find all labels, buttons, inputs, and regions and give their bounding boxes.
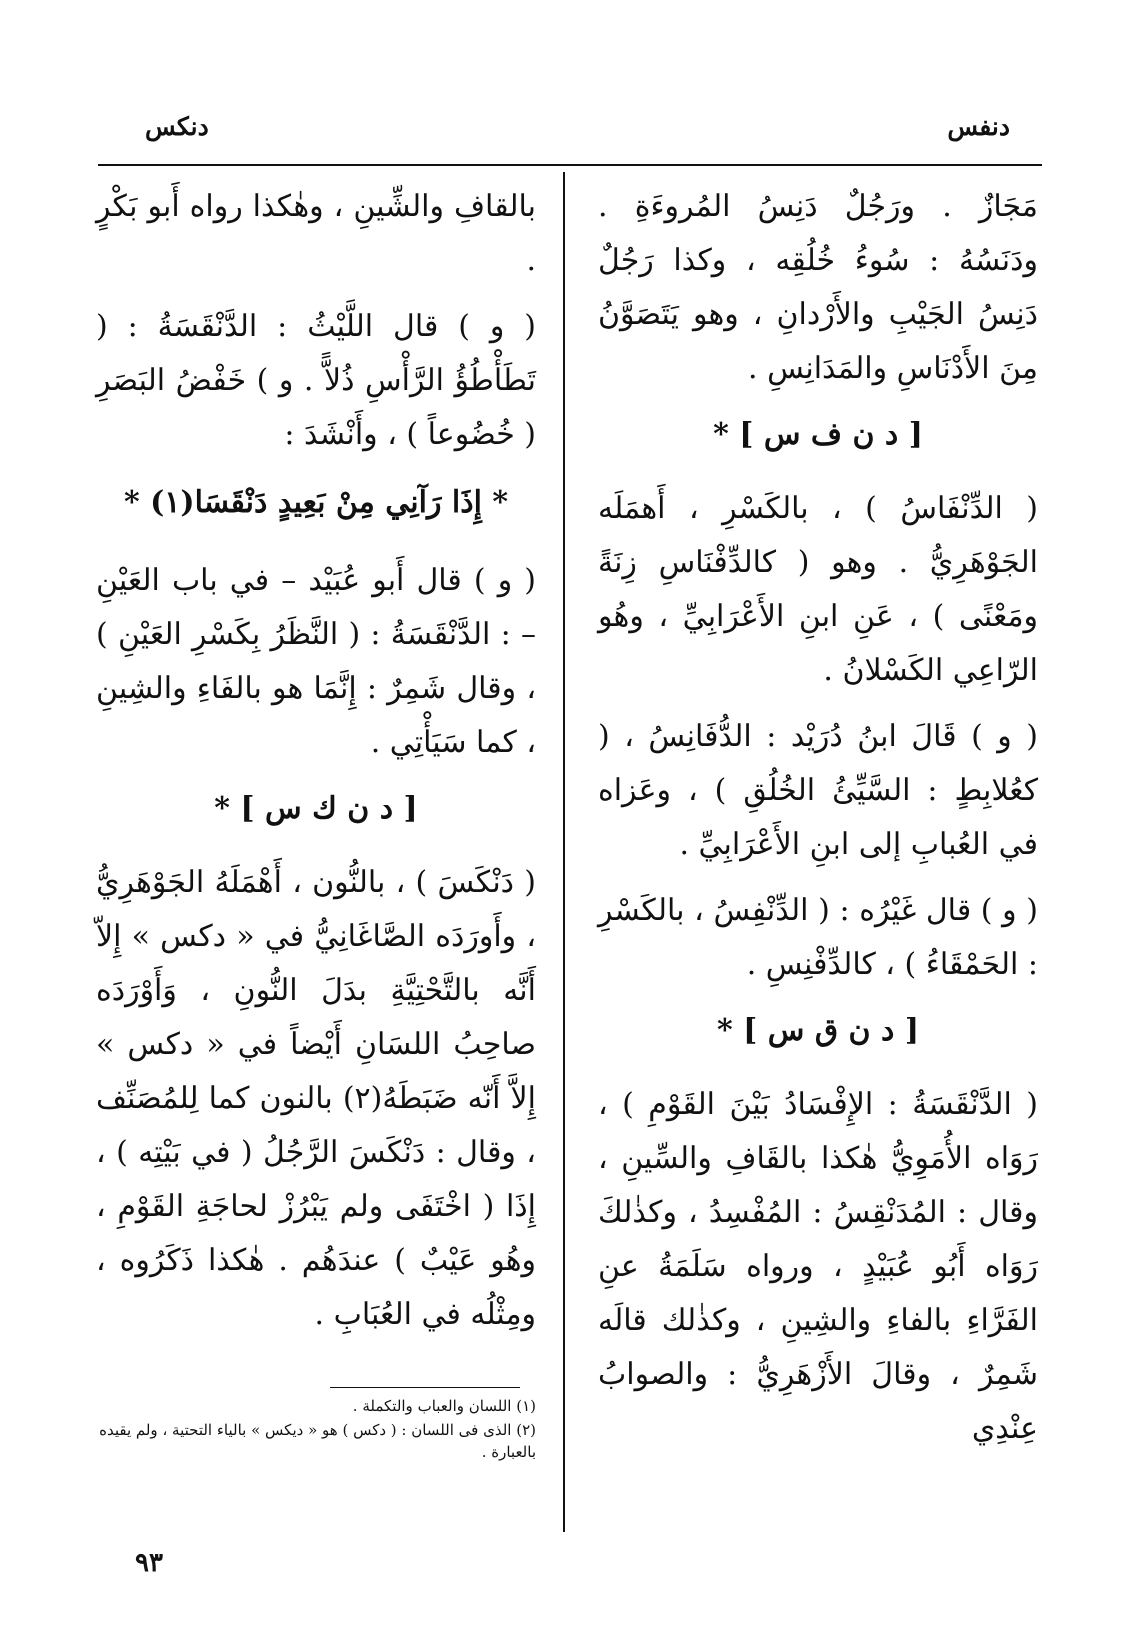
footnote: (٢) الذى فى اللسان : ( دكس ) هو « ديكس » بالياء التحتية ، ولم يقيده بالعبارة . (99, 1421, 536, 1461)
running-header (95, 112, 1050, 152)
header-rule (98, 164, 1042, 166)
left-column (96, 180, 536, 1354)
column-divider (563, 172, 565, 1532)
paragraph: مَجَازٌ . ورَجُلٌ دَنِسُ المُروءَةِ . ودَنَسُهُ : سُوءُ خُلُقِه ، وكذا رَجُلٌ دَنِسُ الجَيْبِ والأَرْدانِ ، وهو يَتَصَوَّنُ مِنَ الأَدْنَاسِ والمَدَانِسِ . (598, 189, 1038, 386)
paragraph: ( دَنْكَسَ ) ، بالنُّون ، أَهْمَلَهُ الجَوْهَرِيُّ ، وأَورَدَه الصَّاغَانِيُّ في « دكس » إِلاّ أَنَّه بالتَّحْتِيَّةِ بدَلَ النُّونِ ، وَأَوْرَدَه صاحِبُ اللسَانِ أَيْضاً في « دكس » إِلاَّ أَنّه ضَبَطَهُ(٢) بالنون كما لِلمُصَنِّف ، وقال : دَنْكَسَ الرَّجُلُ ( في بَيْتِه ) ، إِذَا ( اخْتَفَى ولم يَبْرُزْ لحاجَةِ القَوْمِ ، وهُو عَيْبٌ ) عندَهُم . هٰكذا ذَكَرُوه ، ومِثْلُه في العُبَابِ . (96, 865, 536, 1332)
paragraph: ( و ) قَالَ ابنُ دُرَيْد : الدُّفَانِسُ ، ( كعُلابِطٍ : السَّيِّئُ الخُلُقِ ) ، وعَزاه في العُبابِ إلى ابنِ الأَعْرَابِيِّ . (598, 719, 1038, 862)
footnote-rule (330, 1387, 520, 1388)
paragraph: ( و ) قال اللَّيْثُ : الدَّنْقَسَةُ : ( تَطَأْطُؤُ الرَّأْسِ ذُلاًّ . و ) خَفْضُ البَصَرِ ( خُضُوعاً ) ، وأَنْشَدَ : (96, 309, 536, 452)
header-right-word: دنفس (947, 112, 1010, 141)
paragraph: بالقافِ والشِّينِ ، وهٰكذا رواه أَبو بَكْرٍ . (96, 189, 536, 278)
page-number: ٩٣ (135, 1548, 163, 1578)
paragraph: ( الدِّنْفَاسُ ) ، بالكَسْرِ ، أَهمَلَه الجَوْهَرِيُّ . وهو ( كالدِّفْنَاسِ زِنَةً ومَعْنًى ) ، عَنِ ابنِ الأَعْرَابِيِّ ، وهُو الرّاعِي الكَسْلانُ . (598, 491, 1038, 688)
entry-heading: [ د ن ف س ] * (713, 417, 923, 452)
footnotes (96, 1395, 536, 1465)
paragraph: ( و ) قال غَيْرُه : ( الدِّنْفِسُ ، بالكَسْرِ : الحَمْقَاءُ ) ، كالدِّفْنِسِ . (598, 893, 1038, 982)
entry-heading: [ د ن ق س ] * (716, 1013, 920, 1048)
right-column (598, 180, 1038, 1468)
paragraph: ( و ) قال أَبو عُبَيْد – في باب العَيْنِ – : الدَّنْقَسَةُ : ( النَّظَرُ بِكَسْرِ العَيْنِ ) ، وقال شَمِرٌ : إِنَّمَا هو بالفَاءِ والشِينِ ، كما سَيَأْتِي . (96, 563, 536, 760)
header-left-word: دنكس (145, 112, 209, 141)
verse-line: * إِذَا رَآنِي مِنْ بَعِيدٍ دَنْقَسَا(١) * (123, 485, 509, 520)
entry-heading: [ د ن ك س ] * (214, 791, 418, 826)
footnote: (١) اللسان والعباب والتكملة . (352, 1397, 536, 1415)
paragraph: ( الدَّنْقَسَةُ : الإِفْسَادُ بَيْنَ القَوْمِ ) ، رَوَاه الأُمَوِيُّ هٰكذا بالقَافِ والسِّينِ ، وقال : المُدَنْقِسُ : المُفْسِدُ ، وكذٰلكَ رَوَاه أَبُو عُبَيْدٍ ، ورواه سَلَمَةُ عنِ الفَرَّاءِ بالفاءِ والشِينِ ، وكذٰلك قالَه شَمِرٌ ، وقالَ الأَزْهَرِيُّ : والصوابُ عِنْدِي (598, 1087, 1038, 1446)
